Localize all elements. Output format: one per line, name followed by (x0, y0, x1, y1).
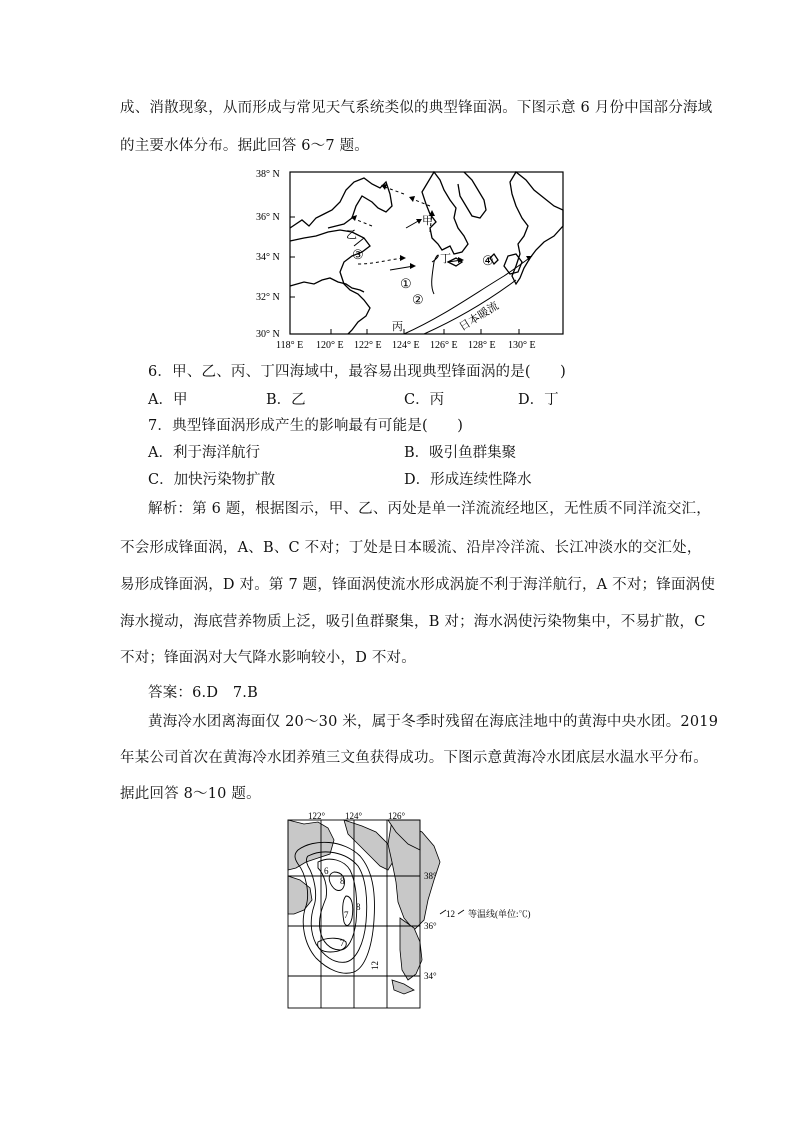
q6-option-b[interactable]: B．乙 (266, 392, 306, 408)
isotherm-label-8b: 8 (356, 902, 361, 912)
q6-option-a[interactable]: A．甲 (148, 392, 188, 408)
lat-label-36: 36° (424, 921, 437, 931)
lon-label-122: 122° E (354, 340, 382, 351)
lon-label-122: 122° (308, 811, 326, 821)
lon-label-128: 128° E (468, 340, 496, 351)
mark-circle-2: ② (412, 292, 424, 307)
q7-option-b[interactable]: B．吸引鱼群集聚 (404, 445, 517, 461)
isotherm-label-7b: 7 (340, 938, 345, 948)
lat-label-34: 34° N (256, 252, 280, 263)
lat-label-34: 34° (424, 971, 437, 981)
lon-label-126: 126° (388, 811, 406, 821)
lon-label-120: 120° E (316, 340, 344, 351)
lat-label-36: 36° N (256, 212, 280, 223)
lat-label-30: 30° N (256, 329, 280, 340)
analysis-line2: 不会形成锋面涡，A、B、C 不对；丁处是日本暖流、沿岸冷洋流、长江冲淡水的交汇处， (120, 540, 702, 556)
analysis-line1: 解析：第 6 题，根据图示，甲、乙、丙处是单一洋流流经地区，无性质不同洋流交汇， (148, 501, 711, 517)
lat-label-32: 32° N (256, 292, 280, 303)
lon-label-130: 130° E (508, 340, 536, 351)
q7-option-c[interactable]: C．加快污染物扩散 (148, 472, 276, 488)
lon-label-124: 124° E (392, 340, 420, 351)
lon-label-126: 126° E (430, 340, 458, 351)
mark-ding: 丁 (440, 253, 451, 265)
paragraph1-line2: 的主要水体分布。据此回答 6～7 题。 (120, 138, 369, 154)
mark-bing: 丙 (392, 321, 403, 333)
analysis-line4: 海水搅动，海底营养物质上泛，吸引鱼群聚集，B 对；海水涡使污染物集中，不易扩散，C (120, 614, 706, 630)
analysis-line3: 易形成锋面涡，D 对。第 7 题，锋面涡使流水形成涡旋不利于海洋航行，A 不对；锋面涡使 (120, 577, 716, 593)
lon-label-118: 118° E (276, 340, 304, 351)
isotherm-label-8a: 8 (340, 876, 345, 886)
q6-option-c[interactable]: C．丙 (404, 392, 445, 408)
q7-stem: 7．典型锋面涡形成产生的影响最有可能是( ) (148, 418, 464, 434)
q6-stem: 6．甲、乙、丙、丁四海域中，最容易出现典型锋面涡的是( ) (148, 364, 567, 380)
mark-jia: 甲 (422, 215, 433, 227)
paragraph2-line1: 黄海冷水团离海面仅 20～30 米，属于冬季时残留在海底洼地中的黄海中央水团。2019 (148, 714, 719, 730)
answer-line: 答案：6.D 7.B (148, 685, 258, 701)
isotherm-label-7a: 7 (344, 910, 349, 920)
lat-label-38: 38° N (256, 169, 280, 180)
sea-water-mass-map (254, 166, 574, 354)
paragraph2-line2: 年某公司首次在黄海冷水团养殖三文鱼获得成功。下图示意黄海冷水团底层水温水平分布。 (120, 750, 708, 766)
mark-circle-3: ③ (352, 247, 364, 262)
japan-warm-current-label: 日本暖流 (457, 300, 501, 334)
yellow-sea-cold-water-map (284, 810, 554, 1010)
legend-text: 等温线(单位:℃) (468, 909, 531, 919)
mark-circle-1: ① (400, 276, 412, 291)
paragraph1-line1: 成、消散现象，从而形成与常见天气系统类似的典型锋面涡。下图示意 6 月份中国部分海域 (120, 100, 713, 116)
legend-sample-value: 12 (446, 909, 455, 919)
paragraph2-line3: 据此回答 8～10 题。 (120, 786, 261, 802)
analysis-line5: 不对；锋面涡对大气降水影响较小，D 不对。 (120, 650, 416, 666)
isotherm-legend (440, 908, 531, 919)
lat-label-38: 38° (424, 871, 437, 881)
isotherm-label-12: 12 (370, 961, 380, 970)
q7-option-d[interactable]: D．形成连续性降水 (404, 472, 532, 488)
q7-option-a[interactable]: A．利于海洋航行 (148, 445, 260, 461)
lon-label-124: 124° (345, 811, 363, 821)
isotherm-label-6: 6 (324, 866, 329, 876)
mark-circle-4: ④ (482, 253, 494, 268)
q6-option-d[interactable]: D．丁 (518, 392, 559, 408)
mark-yi: 乙 (346, 229, 357, 241)
